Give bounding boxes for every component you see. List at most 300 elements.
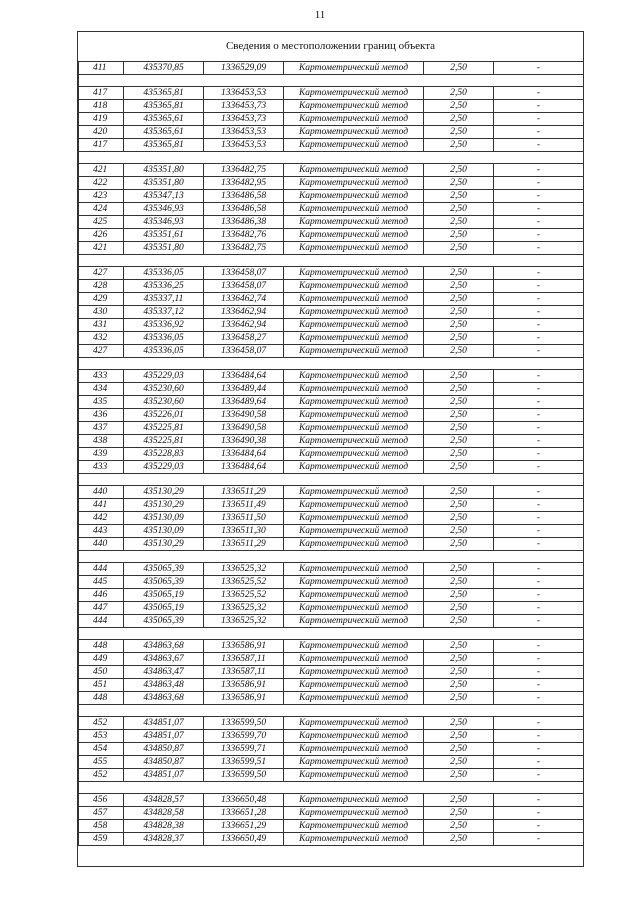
coord-y-cell: 1336511,50	[204, 512, 284, 525]
table-row	[79, 743, 584, 756]
description-cell: -	[494, 216, 584, 229]
method-cell: Картометрический метод	[284, 538, 424, 551]
coord-x-cell: 434828,58	[124, 807, 204, 820]
point-number-cell: 421	[79, 242, 124, 255]
separator-cell	[79, 255, 584, 267]
group-separator	[79, 782, 584, 794]
method-cell: Картометрический метод	[284, 833, 424, 846]
coord-y-cell: 1336458,27	[204, 332, 284, 345]
method-cell: Картометрический метод	[284, 190, 424, 203]
coord-y-cell: 1336599,71	[204, 743, 284, 756]
table-row	[79, 769, 584, 782]
coord-x-cell: 434828,38	[124, 820, 204, 833]
description-cell: -	[494, 563, 584, 576]
method-cell: Картометрический метод	[284, 717, 424, 730]
coord-x-cell: 435365,81	[124, 139, 204, 152]
separator-cell	[79, 551, 584, 563]
method-cell: Картометрический метод	[284, 177, 424, 190]
table-row	[79, 615, 584, 628]
coord-x-cell: 434863,67	[124, 653, 204, 666]
method-cell: Картометрический метод	[284, 139, 424, 152]
point-number-cell: 454	[79, 743, 124, 756]
description-cell: -	[494, 100, 584, 113]
coord-x-cell: 434850,87	[124, 743, 204, 756]
point-number-cell: 443	[79, 525, 124, 538]
table-row	[79, 512, 584, 525]
coord-y-cell: 1336511,49	[204, 499, 284, 512]
precision-cell: 2,50	[424, 615, 494, 628]
coord-x-cell: 435351,61	[124, 229, 204, 242]
point-number-cell: 428	[79, 280, 124, 293]
method-cell: Картометрический метод	[284, 820, 424, 833]
point-number-cell: 453	[79, 730, 124, 743]
coord-y-cell: 1336453,53	[204, 139, 284, 152]
description-cell: -	[494, 807, 584, 820]
group-separator	[79, 628, 584, 640]
method-cell: Картометрический метод	[284, 229, 424, 242]
table-row	[79, 820, 584, 833]
description-cell: -	[494, 730, 584, 743]
point-number-cell: 434	[79, 383, 124, 396]
precision-cell: 2,50	[424, 409, 494, 422]
table-row	[79, 730, 584, 743]
method-cell: Картометрический метод	[284, 370, 424, 383]
method-cell: Картометрический метод	[284, 666, 424, 679]
description-cell: -	[494, 653, 584, 666]
point-number-cell: 424	[79, 203, 124, 216]
coord-y-cell: 1336511,29	[204, 486, 284, 499]
boundary-table-frame	[77, 31, 584, 867]
method-cell: Картометрический метод	[284, 589, 424, 602]
group-separator	[79, 152, 584, 164]
table-row	[79, 794, 584, 807]
coord-y-cell: 1336489,64	[204, 396, 284, 409]
table-row	[79, 461, 584, 474]
page-number: 11	[314, 9, 326, 21]
point-number-cell: 417	[79, 87, 124, 100]
coord-y-cell: 1336525,32	[204, 615, 284, 628]
precision-cell: 2,50	[424, 100, 494, 113]
description-cell: -	[494, 396, 584, 409]
precision-cell: 2,50	[424, 177, 494, 190]
coord-y-cell: 1336453,73	[204, 100, 284, 113]
precision-cell: 2,50	[424, 820, 494, 833]
method-cell: Картометрический метод	[284, 615, 424, 628]
table-row	[79, 280, 584, 293]
description-cell: -	[494, 164, 584, 177]
table-row	[79, 62, 584, 75]
group-separator	[79, 551, 584, 563]
precision-cell: 2,50	[424, 370, 494, 383]
coord-y-cell: 1336599,50	[204, 769, 284, 782]
precision-cell: 2,50	[424, 692, 494, 705]
group-separator	[79, 75, 584, 87]
method-cell: Картометрический метод	[284, 653, 424, 666]
method-cell: Картометрический метод	[284, 743, 424, 756]
point-number-cell: 417	[79, 139, 124, 152]
coord-y-cell: 1336586,91	[204, 692, 284, 705]
coord-y-cell: 1336525,52	[204, 589, 284, 602]
coord-y-cell: 1336458,07	[204, 345, 284, 358]
point-number-cell: 440	[79, 486, 124, 499]
table-row	[79, 319, 584, 332]
coord-x-cell: 435351,80	[124, 242, 204, 255]
coord-y-cell: 1336529,09	[204, 62, 284, 75]
precision-cell: 2,50	[424, 383, 494, 396]
table-row	[79, 653, 584, 666]
description-cell: -	[494, 422, 584, 435]
precision-cell: 2,50	[424, 435, 494, 448]
table-row	[79, 100, 584, 113]
precision-cell: 2,50	[424, 640, 494, 653]
precision-cell: 2,50	[424, 512, 494, 525]
coord-x-cell: 435225,81	[124, 435, 204, 448]
description-cell: -	[494, 717, 584, 730]
table-row	[79, 409, 584, 422]
description-cell: -	[494, 229, 584, 242]
table-row	[79, 177, 584, 190]
method-cell: Картометрический метод	[284, 203, 424, 216]
table-row	[79, 448, 584, 461]
coordinates-table	[78, 61, 584, 846]
method-cell: Картометрический метод	[284, 769, 424, 782]
method-cell: Картометрический метод	[284, 113, 424, 126]
point-number-cell: 439	[79, 448, 124, 461]
precision-cell: 2,50	[424, 602, 494, 615]
coord-y-cell: 1336462,94	[204, 306, 284, 319]
point-number-cell: 425	[79, 216, 124, 229]
description-cell: -	[494, 576, 584, 589]
point-number-cell: 432	[79, 332, 124, 345]
coord-x-cell: 435365,81	[124, 87, 204, 100]
table-row	[79, 345, 584, 358]
coord-x-cell: 435228,83	[124, 448, 204, 461]
point-number-cell: 452	[79, 769, 124, 782]
coord-x-cell: 435229,03	[124, 370, 204, 383]
separator-cell	[79, 705, 584, 717]
description-cell: -	[494, 615, 584, 628]
coord-x-cell: 435225,81	[124, 422, 204, 435]
description-cell: -	[494, 62, 584, 75]
precision-cell: 2,50	[424, 730, 494, 743]
precision-cell: 2,50	[424, 164, 494, 177]
precision-cell: 2,50	[424, 216, 494, 229]
table-row	[79, 435, 584, 448]
description-cell: -	[494, 602, 584, 615]
method-cell: Картометрический метод	[284, 293, 424, 306]
coord-x-cell: 435130,29	[124, 499, 204, 512]
description-cell: -	[494, 640, 584, 653]
table-row	[79, 499, 584, 512]
point-number-cell: 418	[79, 100, 124, 113]
coord-x-cell: 435065,19	[124, 602, 204, 615]
coord-x-cell: 435336,05	[124, 345, 204, 358]
point-number-cell: 437	[79, 422, 124, 435]
method-cell: Картометрический метод	[284, 563, 424, 576]
precision-cell: 2,50	[424, 563, 494, 576]
description-cell: -	[494, 833, 584, 846]
point-number-cell: 444	[79, 615, 124, 628]
coord-x-cell: 435336,25	[124, 280, 204, 293]
point-number-cell: 420	[79, 126, 124, 139]
table-row	[79, 229, 584, 242]
table-row	[79, 113, 584, 126]
table-row	[79, 525, 584, 538]
separator-cell	[79, 628, 584, 640]
method-cell: Картометрический метод	[284, 435, 424, 448]
coord-x-cell: 434851,07	[124, 769, 204, 782]
description-cell: -	[494, 820, 584, 833]
coord-x-cell: 435336,05	[124, 332, 204, 345]
table-row	[79, 486, 584, 499]
table-row	[79, 640, 584, 653]
coord-x-cell: 435065,19	[124, 589, 204, 602]
table-row	[79, 833, 584, 846]
table-row	[79, 756, 584, 769]
method-cell: Картометрический метод	[284, 448, 424, 461]
point-number-cell: 431	[79, 319, 124, 332]
point-number-cell: 459	[79, 833, 124, 846]
table-row	[79, 807, 584, 820]
coord-y-cell: 1336484,64	[204, 448, 284, 461]
method-cell: Картометрический метод	[284, 679, 424, 692]
precision-cell: 2,50	[424, 293, 494, 306]
precision-cell: 2,50	[424, 769, 494, 782]
precision-cell: 2,50	[424, 653, 494, 666]
coord-y-cell: 1336651,29	[204, 820, 284, 833]
point-number-cell: 455	[79, 756, 124, 769]
description-cell: -	[494, 499, 584, 512]
method-cell: Картометрический метод	[284, 242, 424, 255]
coord-y-cell: 1336490,38	[204, 435, 284, 448]
coord-x-cell: 435130,09	[124, 525, 204, 538]
method-cell: Картометрический метод	[284, 126, 424, 139]
coord-x-cell: 435346,93	[124, 203, 204, 216]
description-cell: -	[494, 280, 584, 293]
coord-x-cell: 434828,37	[124, 833, 204, 846]
precision-cell: 2,50	[424, 461, 494, 474]
description-cell: -	[494, 794, 584, 807]
coord-y-cell: 1336651,28	[204, 807, 284, 820]
separator-cell	[79, 474, 584, 486]
coord-x-cell: 435336,05	[124, 267, 204, 280]
coord-y-cell: 1336458,07	[204, 280, 284, 293]
coord-y-cell: 1336511,30	[204, 525, 284, 538]
point-number-cell: 421	[79, 164, 124, 177]
description-cell: -	[494, 306, 584, 319]
precision-cell: 2,50	[424, 756, 494, 769]
coord-y-cell: 1336490,58	[204, 409, 284, 422]
coord-y-cell: 1336587,11	[204, 653, 284, 666]
coord-x-cell: 435365,61	[124, 126, 204, 139]
table-row	[79, 332, 584, 345]
point-number-cell: 442	[79, 512, 124, 525]
coord-x-cell: 435230,60	[124, 396, 204, 409]
precision-cell: 2,50	[424, 229, 494, 242]
method-cell: Картометрический метод	[284, 730, 424, 743]
coord-y-cell: 1336482,95	[204, 177, 284, 190]
method-cell: Картометрический метод	[284, 345, 424, 358]
table-row	[79, 679, 584, 692]
point-number-cell: 411	[79, 62, 124, 75]
precision-cell: 2,50	[424, 794, 494, 807]
point-number-cell: 448	[79, 692, 124, 705]
description-cell: -	[494, 87, 584, 100]
description-cell: -	[494, 409, 584, 422]
precision-cell: 2,50	[424, 62, 494, 75]
coord-x-cell: 435230,60	[124, 383, 204, 396]
coord-y-cell: 1336482,76	[204, 229, 284, 242]
coord-y-cell: 1336490,58	[204, 422, 284, 435]
point-number-cell: 450	[79, 666, 124, 679]
coord-x-cell: 435347,13	[124, 190, 204, 203]
method-cell: Картометрический метод	[284, 164, 424, 177]
point-number-cell: 430	[79, 306, 124, 319]
coord-x-cell: 435365,81	[124, 100, 204, 113]
point-number-cell: 445	[79, 576, 124, 589]
point-number-cell: 423	[79, 190, 124, 203]
method-cell: Картометрический метод	[284, 319, 424, 332]
description-cell: -	[494, 332, 584, 345]
coord-x-cell: 435336,92	[124, 319, 204, 332]
precision-cell: 2,50	[424, 576, 494, 589]
coord-y-cell: 1336525,32	[204, 602, 284, 615]
coord-y-cell: 1336599,51	[204, 756, 284, 769]
point-number-cell: 426	[79, 229, 124, 242]
precision-cell: 2,50	[424, 717, 494, 730]
description-cell: -	[494, 512, 584, 525]
table-row	[79, 87, 584, 100]
table-row	[79, 293, 584, 306]
precision-cell: 2,50	[424, 679, 494, 692]
coord-x-cell: 435229,03	[124, 461, 204, 474]
description-cell: -	[494, 743, 584, 756]
point-number-cell: 451	[79, 679, 124, 692]
coord-x-cell: 434863,48	[124, 679, 204, 692]
table-row	[79, 216, 584, 229]
coord-y-cell: 1336462,94	[204, 319, 284, 332]
point-number-cell: 441	[79, 499, 124, 512]
coord-x-cell: 435351,80	[124, 177, 204, 190]
coord-x-cell: 434863,47	[124, 666, 204, 679]
method-cell: Картометрический метод	[284, 396, 424, 409]
precision-cell: 2,50	[424, 280, 494, 293]
point-number-cell: 433	[79, 461, 124, 474]
coord-x-cell: 435346,93	[124, 216, 204, 229]
point-number-cell: 422	[79, 177, 124, 190]
coord-x-cell: 434828,57	[124, 794, 204, 807]
coord-x-cell: 435351,80	[124, 164, 204, 177]
method-cell: Картометрический метод	[284, 576, 424, 589]
coord-x-cell: 434851,07	[124, 730, 204, 743]
method-cell: Картометрический метод	[284, 640, 424, 653]
method-cell: Картометрический метод	[284, 461, 424, 474]
description-cell: -	[494, 679, 584, 692]
table-row	[79, 563, 584, 576]
description-cell: -	[494, 242, 584, 255]
precision-cell: 2,50	[424, 332, 494, 345]
coord-x-cell: 434851,07	[124, 717, 204, 730]
description-cell: -	[494, 666, 584, 679]
table-row	[79, 666, 584, 679]
precision-cell: 2,50	[424, 190, 494, 203]
coord-x-cell: 435065,39	[124, 563, 204, 576]
precision-cell: 2,50	[424, 113, 494, 126]
coord-x-cell: 435130,29	[124, 538, 204, 551]
precision-cell: 2,50	[424, 486, 494, 499]
table-row	[79, 306, 584, 319]
separator-cell	[79, 152, 584, 164]
table-row	[79, 692, 584, 705]
table-title: Сведения о местоположении границ объекта	[225, 40, 436, 52]
description-cell: -	[494, 486, 584, 499]
table-row	[79, 576, 584, 589]
point-number-cell: 449	[79, 653, 124, 666]
point-number-cell: 435	[79, 396, 124, 409]
precision-cell: 2,50	[424, 538, 494, 551]
description-cell: -	[494, 769, 584, 782]
description-cell: -	[494, 370, 584, 383]
group-separator	[79, 474, 584, 486]
method-cell: Картометрический метод	[284, 512, 424, 525]
precision-cell: 2,50	[424, 139, 494, 152]
point-number-cell: 448	[79, 640, 124, 653]
coord-y-cell: 1336650,49	[204, 833, 284, 846]
point-number-cell: 438	[79, 435, 124, 448]
table-row	[79, 383, 584, 396]
point-number-cell: 458	[79, 820, 124, 833]
coord-y-cell: 1336525,52	[204, 576, 284, 589]
method-cell: Картометрический метод	[284, 332, 424, 345]
coord-y-cell: 1336650,48	[204, 794, 284, 807]
coord-x-cell: 434850,87	[124, 756, 204, 769]
precision-cell: 2,50	[424, 833, 494, 846]
precision-cell: 2,50	[424, 807, 494, 820]
method-cell: Картометрический метод	[284, 306, 424, 319]
table-row	[79, 396, 584, 409]
method-cell: Картометрический метод	[284, 756, 424, 769]
coord-y-cell: 1336453,53	[204, 126, 284, 139]
coord-x-cell: 435365,61	[124, 113, 204, 126]
description-cell: -	[494, 190, 584, 203]
precision-cell: 2,50	[424, 345, 494, 358]
coord-x-cell: 434863,68	[124, 692, 204, 705]
table-row	[79, 164, 584, 177]
precision-cell: 2,50	[424, 267, 494, 280]
coord-y-cell: 1336586,91	[204, 640, 284, 653]
coord-x-cell: 435226,01	[124, 409, 204, 422]
precision-cell: 2,50	[424, 666, 494, 679]
table-row	[79, 126, 584, 139]
precision-cell: 2,50	[424, 203, 494, 216]
point-number-cell: 427	[79, 345, 124, 358]
precision-cell: 2,50	[424, 319, 494, 332]
table-row	[79, 139, 584, 152]
precision-cell: 2,50	[424, 242, 494, 255]
table-row	[79, 242, 584, 255]
coord-x-cell: 435370,85	[124, 62, 204, 75]
coord-y-cell: 1336599,50	[204, 717, 284, 730]
coord-y-cell: 1336482,75	[204, 242, 284, 255]
point-number-cell: 427	[79, 267, 124, 280]
method-cell: Картометрический метод	[284, 216, 424, 229]
table-row	[79, 602, 584, 615]
group-separator	[79, 255, 584, 267]
precision-cell: 2,50	[424, 525, 494, 538]
point-number-cell: 444	[79, 563, 124, 576]
coord-y-cell: 1336453,73	[204, 113, 284, 126]
description-cell: -	[494, 589, 584, 602]
